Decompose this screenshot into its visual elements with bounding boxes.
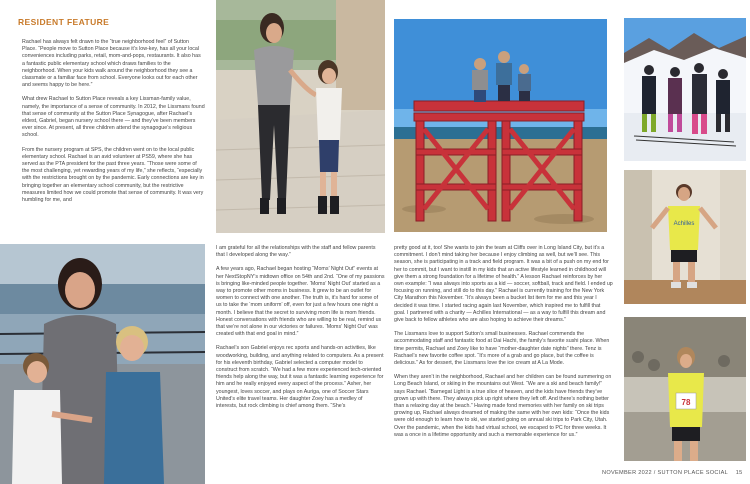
shirt-text: Achilles: [673, 221, 695, 227]
article-column-3: [394, 245, 613, 467]
col1-paragraph-2: What drew Rachael to Sutton Place reveals a key Lissman-family value, namely, the importance of a sense of community. In 2012, the Lissmans found that sense of community at the Sutton Place Synagogue, after Rachael’s eldest, Gabriel, began nursery school there — and they’ve been members ever since. At present, all three children attend the synagogue’s religious school.: [22, 96, 205, 139]
col3-paragraph-2: The Lissmans love to support Sutton’s small businesses. Rachael commends the accommodating staff and fantastic food at Dai Hachi, the family’s favorite sushi place. When time permits, Rachael and Zoey like to have “mother-daughter date nights” there. Tenz is Rachael’s new favorite coffee spot. “It’s more of a grab and go place, but the coffee is delicious.” As for dessert, the Lissmans love the ice cream at A La Mode.: [394, 331, 610, 367]
photo-lifeguard-chair: [394, 19, 607, 232]
page-footer: [602, 470, 743, 476]
photo-ski-trip: [624, 18, 746, 161]
article-column-1: [22, 39, 205, 229]
page-number: 15: [735, 470, 743, 476]
photo-runner-hallway: [624, 170, 746, 304]
col2-paragraph-3: Rachael’s son Gabriel enjoys rec sports and hands-on activities, like woodworking, building, and anything related to computers. As a present for his eleventh birthday, Gabriel selected a computer model to construct from scratch. “We had a few more experienced tech-oriented friends help along the way, but it was a fantastic learning experience for him and he really enjoyed every aspect of the process.” Asher, her youngest, loves soccer, and plays on Auriga, one of Soccer Stars United’s elite travel teams. Her daughter Zoey has a medley of interests, but rock climbing is chief among them. “She’s: [216, 345, 384, 410]
col3-paragraph-3: When they aren’t in the neighborhood, Rachael and her children can be found summering on Long Beach Island, or skiing in the mountains out West. “We are a ski and beach family!” says Rachael. “Barnegat Light is a true slice of heaven, and the kids have friends they’ve grown up with there. They always pick up right where they left off. And there’s nothing better than a relaxing day at the beach.” Having made fond memories with her family on ski trips growing up, Rachael always dreamed of making the same with her own kids: “Once the kids were old enough to learn how to ski, we started going on annual ski trips to Park City, Utah. Over the pandemic, when the kids had virtual school, we escaped to PC for three weeks. It was a once in a lifetime opportunity and such a memorable experience for us.”: [394, 374, 612, 438]
col1-paragraph-1: Rachael has always felt drawn to the “true neighborhood feel” of Sutton Place. “People move to Sutton Place because it’s low-key, has all your local conveniences including parks, retail, mom-and-pops, restaurants. It also has a fantastic public elementary school which draws families to the neighborhood. When your kids walk around the neighborhood they see a classmate or a familiar face from school. Everyone looks out for each other and seems happy to be here.”: [22, 39, 201, 89]
photo-mother-daughter: [216, 0, 385, 233]
col2-paragraph-1: I am grateful for all the relationships with the staff and fellow parents that I developed along the way.”: [216, 245, 376, 259]
photo-runner-race: [624, 317, 746, 461]
footer-publication: NOVEMBER 2022 / SUTTON PLACE SOCIAL: [602, 470, 728, 476]
col2-paragraph-2: A few years ago, Rachael began hosting “Moms’ Night Out” events at her NextStopNY’s midtown office on 54th and 2nd. “One of my passions is bringing like-minded people together. ‘Moms’ Night Out’ started as a way to promote other moms in business. It grew to be an outlet for women to connect with one another. The truth is, it’s hard for some of us to take the ‘mom uniform’ off, even for just a few hours one night a month. I believe that the secret to surviving mom life is mom friends. Honest conversations with friends who are willing to be real, remind us that we’re not alone in our victories or failures. ‘Moms’ Night Out’ was created with that end goal in mind.”: [216, 266, 385, 338]
col3-paragraph-1: pretty good at it, too! She wants to join the team at Cliffs over in Long Island City, but it’s a commitment. I don’t mind taking her because I enjoy climbing as well, but we’ll see. This season, she is participating in a track and field program. It was a bit of a push on my end for her to commit, but I want to instill in my kids that an active lifestyle learned in childhood will give them a strong foundation for a lifetime of health.” A lesson Rachael reinforces by her own example: “I was always into sports as a kid — soccer, softball, track and field. I ended up focusing on running, and still do to this day.” Rachael is currently training for the New York City Marathon this November. “It’s always been a bucket list item for me and this year I decided it was time. I started racing again last November, which inspired me to fulfill that goal. I partnered with a charity — Achilles International — as a way to fulfill this dream and give back to fellow athletes who are also hoping to achieve their dreams.”: [394, 245, 613, 324]
race-bib-number: 78: [681, 398, 691, 407]
photo-family-portrait: [0, 244, 205, 484]
section-header: RESIDENT FEATURE: [18, 17, 110, 27]
col1-paragraph-3: From the nursery program at SPS, the children went on to the local public elementary school. Rachael is an avid volunteer at PS59, where she has served as the PTA president for the past three years. “Those were some of the most challenging, yet rewarding years of my life,” she reflects, “especially with the restrictions brought on by the pandemic. Early connections are key in bringing together an elementary school community, but the restrictive measures limited how we could promote that sense of community. It was very humbling for me, and: [22, 146, 204, 204]
article-column-2: [216, 245, 385, 473]
